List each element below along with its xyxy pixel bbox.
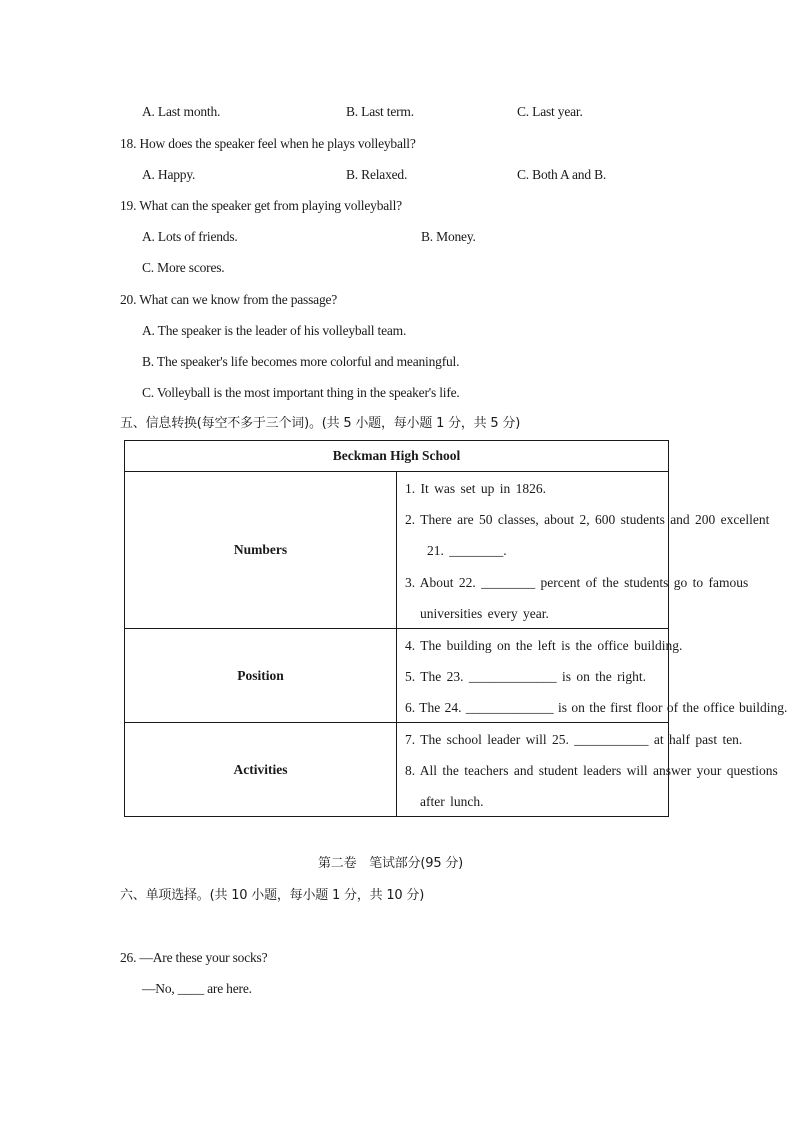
q26-line-1: 26. —Are these your socks? bbox=[120, 950, 268, 965]
q18-option-b: B. Relaxed. bbox=[346, 167, 408, 182]
q17-option-b: B. Last term. bbox=[346, 104, 414, 119]
q19-option-a: A. Lots of friends. bbox=[142, 229, 238, 244]
table-row bbox=[125, 629, 669, 723]
q19-option-c: C. More scores. bbox=[142, 260, 225, 275]
activities-line-3: after lunch. bbox=[420, 794, 484, 809]
table-title: Beckman High School bbox=[125, 441, 669, 472]
position-line-3: 6. The 24. _____________ is on the first floor of the office building. bbox=[405, 700, 788, 715]
row-content-position bbox=[397, 629, 788, 723]
numbers-line-2: 2. There are 50 classes, about 2, 600 students and 200 excellent bbox=[405, 512, 770, 527]
row-content-activities bbox=[397, 723, 778, 817]
q20-option-c: C. Volleyball is the most important thing in the speaker's life. bbox=[142, 385, 460, 400]
table-row bbox=[125, 472, 669, 629]
numbers-line-5: universities every year. bbox=[420, 606, 549, 621]
row-label-numbers: Numbers bbox=[125, 472, 397, 629]
numbers-line-4: 3. About 22. ________ percent of the students go to famous bbox=[405, 575, 749, 590]
q26-line-2: —No, ____ are here. bbox=[142, 981, 252, 996]
q17-option-a: A. Last month. bbox=[142, 104, 221, 119]
q20-question: 20. What can we know from the passage? bbox=[120, 292, 338, 307]
section5-heading: 五、信息转换(每空不多于三个词)。(共 5 小题，每小题 1 分，共 5 分) bbox=[120, 416, 521, 431]
q18-option-a: A. Happy. bbox=[142, 167, 196, 182]
q17-option-c: C. Last year. bbox=[517, 104, 583, 119]
q20-option-a: A. The speaker is the leader of his volleyball team. bbox=[142, 323, 407, 338]
info-table bbox=[124, 440, 788, 817]
position-line-2: 5. The 23. _____________ is on the right. bbox=[405, 669, 646, 684]
table-row bbox=[125, 723, 669, 817]
row-content-numbers bbox=[397, 472, 770, 629]
activities-line-1: 7. The school leader will 25. ___________ at half past ten. bbox=[405, 732, 743, 747]
section6-heading: 六、单项选择。(共 10 小题，每小题 1 分，共 10 分) bbox=[120, 888, 425, 903]
row-label-position: Position bbox=[125, 629, 397, 723]
q19-option-b: B. Money. bbox=[421, 229, 476, 244]
row-label-activities: Activities bbox=[125, 723, 397, 817]
numbers-line-3: 21. ________. bbox=[427, 543, 507, 558]
q20-option-b: B. The speaker's life becomes more colorful and meaningful. bbox=[142, 354, 460, 369]
q18-question: 18. How does the speaker feel when he plays volleyball? bbox=[120, 136, 416, 151]
activities-line-2: 8. All the teachers and student leaders will answer your questions bbox=[405, 763, 778, 778]
numbers-line-1: 1. It was set up in 1826. bbox=[405, 481, 546, 496]
position-line-1: 4. The building on the left is the office building. bbox=[405, 638, 683, 653]
part2-title: 第二卷 笔试部分(95 分) bbox=[318, 856, 464, 871]
q19-question: 19. What can the speaker get from playing volleyball? bbox=[120, 198, 402, 213]
q18-option-c: C. Both A and B. bbox=[517, 167, 607, 182]
